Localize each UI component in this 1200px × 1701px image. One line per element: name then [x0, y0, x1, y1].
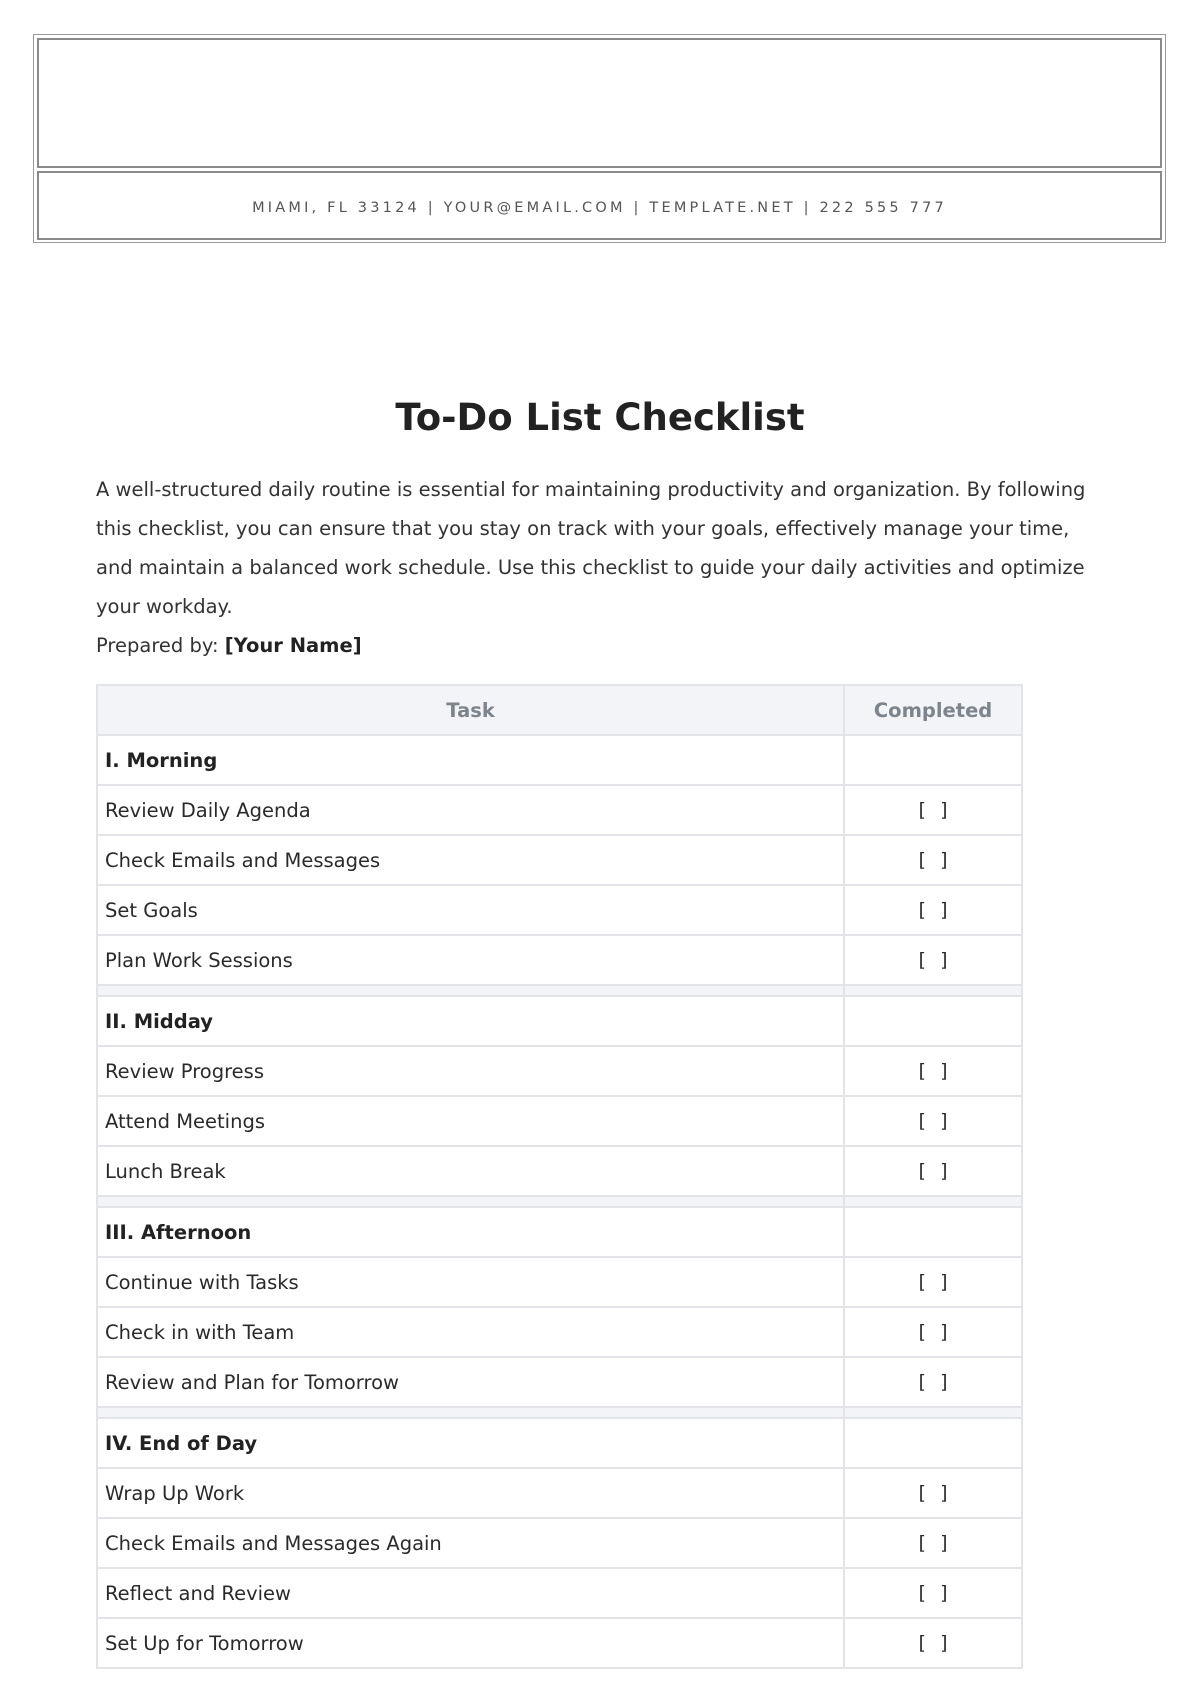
- checkbox[interactable]: [ ]: [844, 1146, 1022, 1196]
- task-name: Lunch Break: [97, 1146, 844, 1196]
- table-row: [97, 1357, 1022, 1407]
- checkbox[interactable]: [ ]: [844, 1468, 1022, 1518]
- table-row: [97, 1307, 1022, 1357]
- section-spacer: [97, 1407, 1022, 1418]
- section-completed-cell: [844, 735, 1022, 785]
- checkbox[interactable]: [ ]: [844, 1257, 1022, 1307]
- column-header-completed: Completed: [844, 685, 1022, 735]
- section-completed-cell: [844, 1418, 1022, 1468]
- task-name: Check in with Team: [97, 1307, 844, 1357]
- table-row: [97, 1257, 1022, 1307]
- task-name: Wrap Up Work: [97, 1468, 844, 1518]
- table-row: [97, 1618, 1022, 1668]
- section-row-morning: [97, 735, 1022, 785]
- table-row: [97, 1146, 1022, 1196]
- checkbox[interactable]: [ ]: [844, 1618, 1022, 1668]
- prepared-by: [96, 626, 362, 665]
- section-row-afternoon: [97, 1207, 1022, 1257]
- checkbox[interactable]: [ ]: [844, 1357, 1022, 1407]
- task-name: Set Goals: [97, 885, 844, 935]
- task-name: Review Daily Agenda: [97, 785, 844, 835]
- table-row: [97, 935, 1022, 985]
- letterhead: [33, 34, 1166, 243]
- section-title: I. Morning: [97, 735, 844, 785]
- task-name: Reflect and Review: [97, 1568, 844, 1618]
- checkbox[interactable]: [ ]: [844, 1307, 1022, 1357]
- table-row: [97, 1468, 1022, 1518]
- task-name: Review and Plan for Tomorrow: [97, 1357, 844, 1407]
- task-name: Continue with Tasks: [97, 1257, 844, 1307]
- prepared-by-label: Prepared by:: [96, 634, 219, 657]
- checkbox[interactable]: [ ]: [844, 835, 1022, 885]
- table-row: [97, 1046, 1022, 1096]
- section-title: IV. End of Day: [97, 1418, 844, 1468]
- page-title: To-Do List Checklist: [395, 396, 805, 439]
- section-spacer: [97, 1196, 1022, 1207]
- table-row: [97, 1518, 1022, 1568]
- table-row: [97, 885, 1022, 935]
- checkbox[interactable]: [ ]: [844, 1568, 1022, 1618]
- section-row-midday: [97, 996, 1022, 1046]
- section-completed-cell: [844, 996, 1022, 1046]
- checkbox[interactable]: [ ]: [844, 1046, 1022, 1096]
- checkbox[interactable]: [ ]: [844, 785, 1022, 835]
- section-spacer: [97, 985, 1022, 996]
- task-name: Set Up for Tomorrow: [97, 1618, 844, 1668]
- table-header-row: [97, 685, 1022, 735]
- section-title: II. Midday: [97, 996, 844, 1046]
- letterhead-contact-box: [37, 171, 1162, 240]
- contact-line: MIAMI, FL 33124 | YOUR@EMAIL.COM | TEMPLATE.NET | 222 555 777: [252, 199, 947, 216]
- checkbox[interactable]: [ ]: [844, 1096, 1022, 1146]
- checklist-table: [96, 684, 1023, 1669]
- task-name: Plan Work Sessions: [97, 935, 844, 985]
- section-row-end-of-day: [97, 1418, 1022, 1468]
- section-completed-cell: [844, 1207, 1022, 1257]
- table-row: [97, 835, 1022, 885]
- letterhead-logo-area: [37, 38, 1162, 168]
- checkbox[interactable]: [ ]: [844, 885, 1022, 935]
- task-name: Review Progress: [97, 1046, 844, 1096]
- task-name: Check Emails and Messages Again: [97, 1518, 844, 1568]
- checkbox[interactable]: [ ]: [844, 935, 1022, 985]
- prepared-by-value: [Your Name]: [224, 634, 362, 657]
- section-title: III. Afternoon: [97, 1207, 844, 1257]
- task-name: Attend Meetings: [97, 1096, 844, 1146]
- table-row: [97, 1568, 1022, 1618]
- task-name: Check Emails and Messages: [97, 835, 844, 885]
- checkbox[interactable]: [ ]: [844, 1518, 1022, 1568]
- table-row: [97, 785, 1022, 835]
- intro-paragraph: A well-structured daily routine is essential for maintaining productivity and organization. By following this checklist, you can ensure that you stay on track with your goals, effectively manage your time, and maintain a balanced work schedule. Use this checklist to guide your daily activities and optimize your workday.: [96, 478, 1086, 618]
- table-row: [97, 1096, 1022, 1146]
- column-header-task: Task: [97, 685, 844, 735]
